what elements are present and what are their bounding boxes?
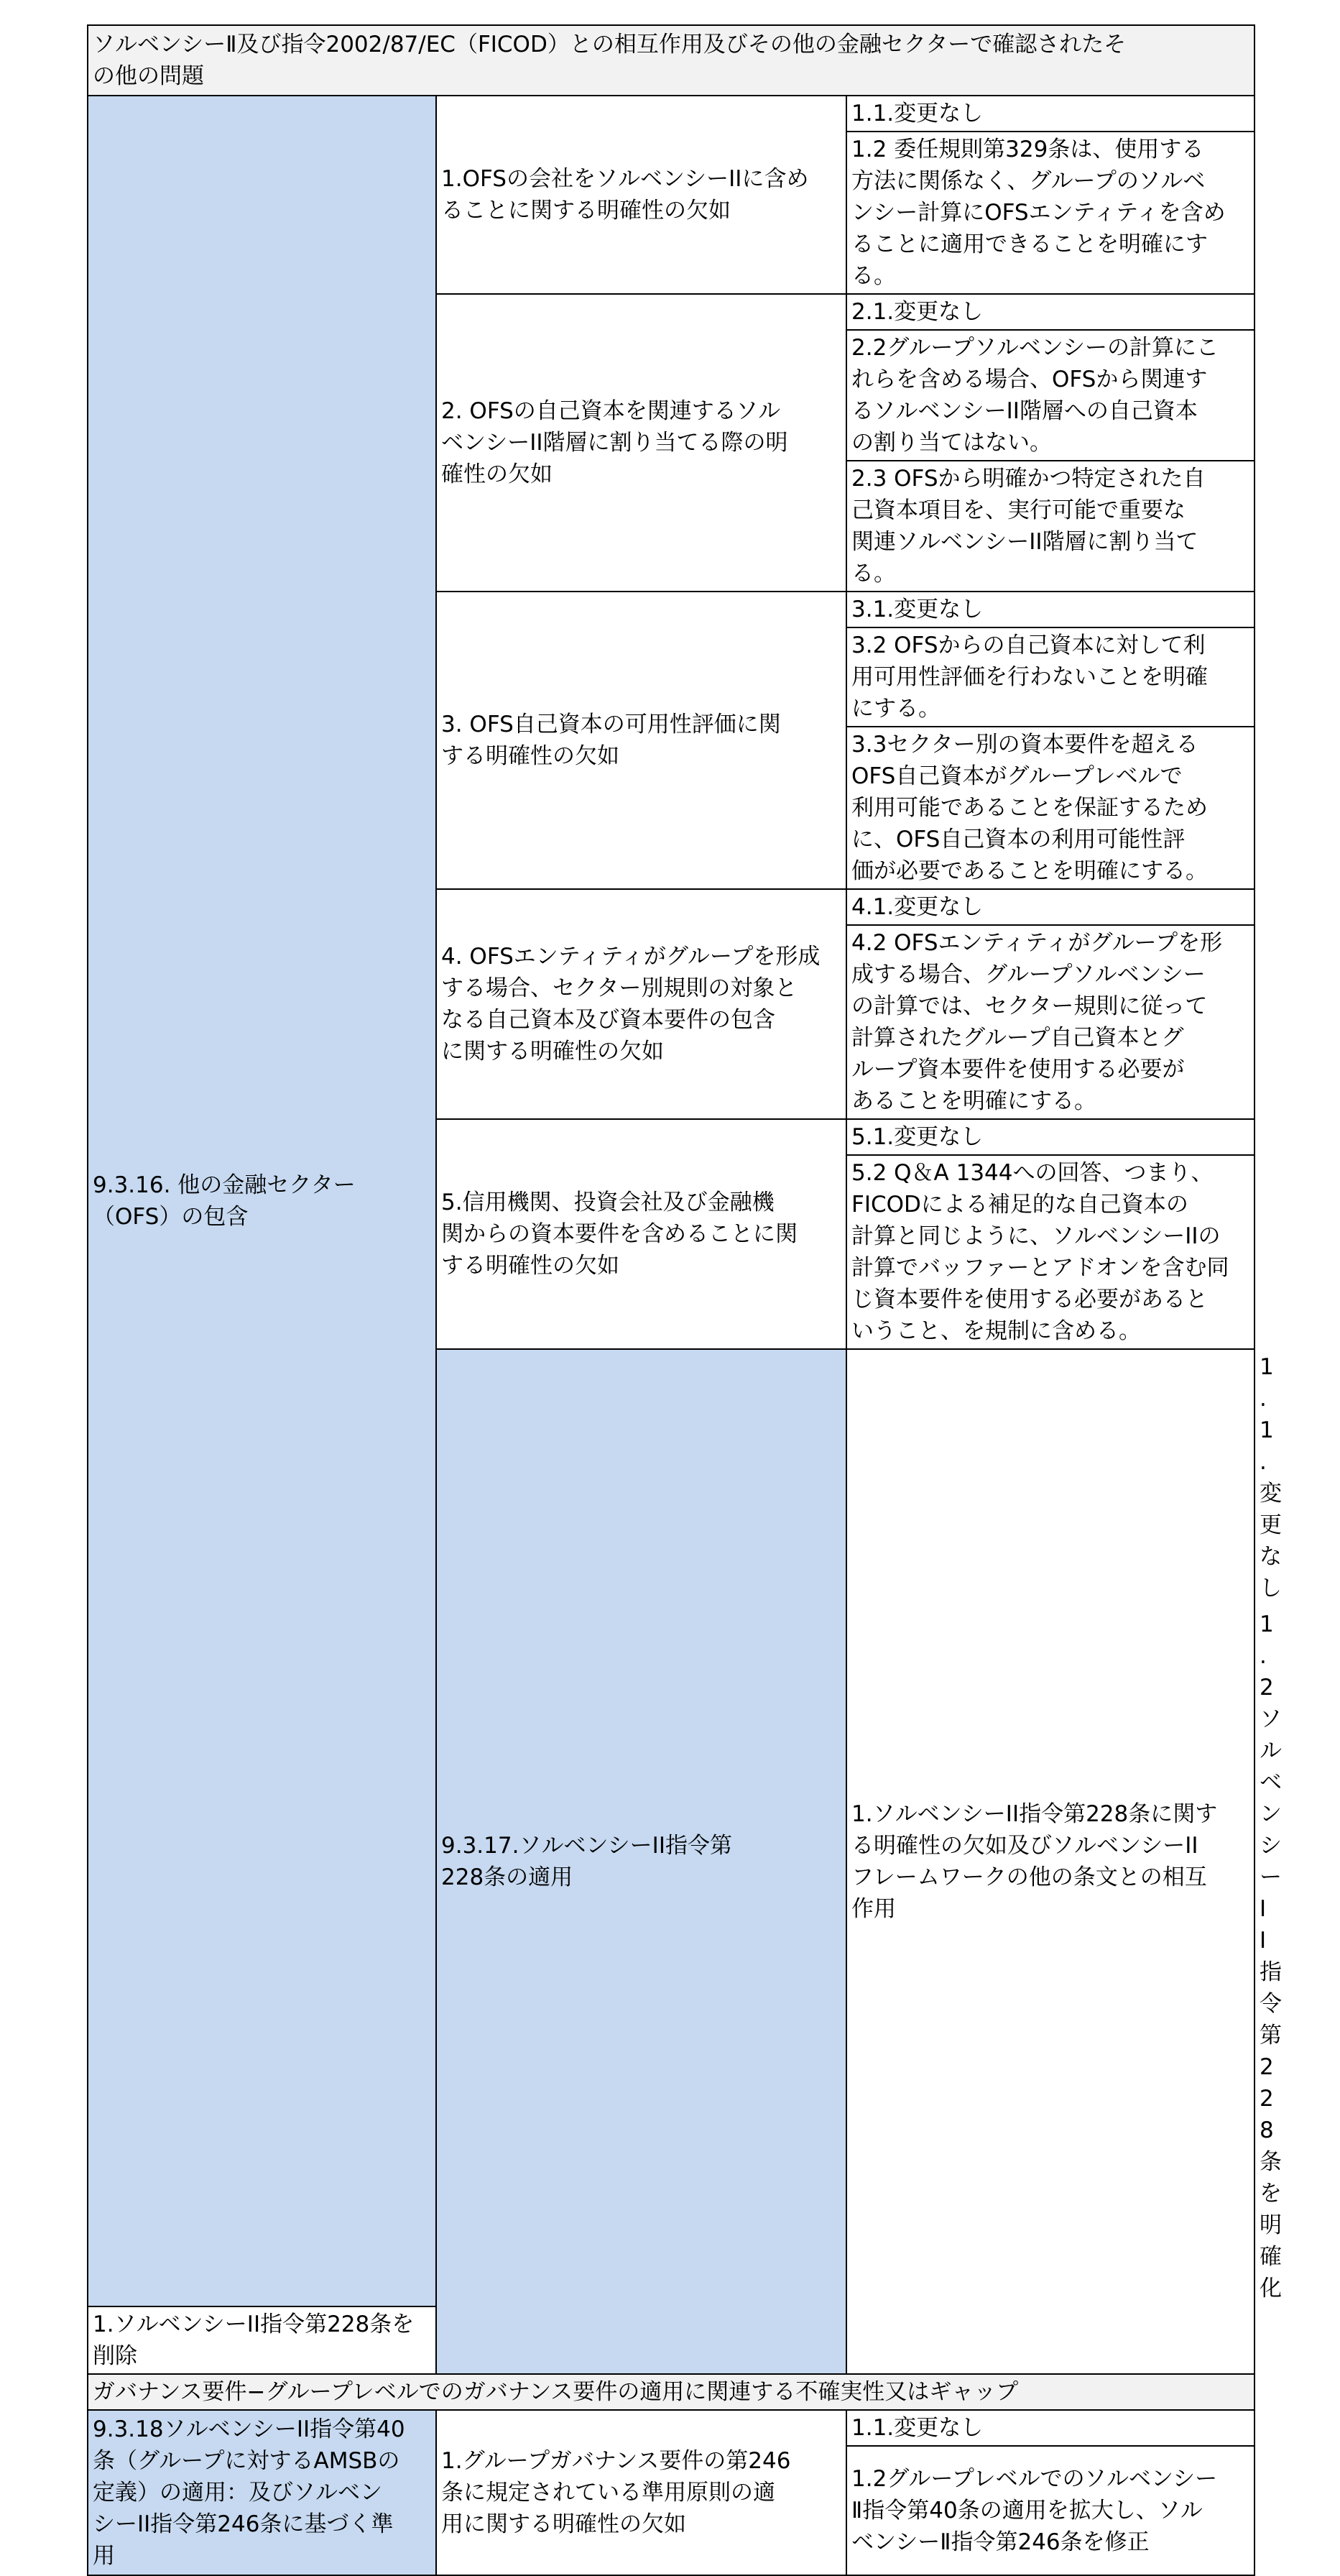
option-cell	[846, 592, 1254, 627]
issue-cell	[436, 889, 846, 1119]
issue-line: 1.OFSの会社をソルベンシーIIに含め	[441, 166, 809, 192]
option-cell	[846, 925, 1254, 1119]
issue-line: ベンシーII階層に割り当てる際の明	[441, 430, 788, 456]
option-line: Ⅱ指令第40条の適用を拡大し、ソル	[851, 2498, 1203, 2524]
category-line: 228条の適用	[441, 1864, 573, 1890]
issue-cell	[846, 1349, 1254, 2374]
option-line: 計算されたグループ自己資本とグ	[851, 1025, 1184, 1051]
option-line: 1.1.変更なし	[851, 101, 984, 126]
category-9-3-16	[88, 96, 436, 2306]
option-line: 1.2 委任規則第329条は、使用する	[851, 137, 1204, 162]
option-line: 3.2 OFSからの自己資本に対して利	[851, 632, 1206, 658]
option-line: いうこと、を規制に含める。	[851, 1318, 1141, 1344]
section-header-line: の他の問題	[93, 63, 204, 89]
option-line: 4.1.変更なし	[851, 894, 984, 920]
option-line: の割り当てはない。	[851, 430, 1052, 456]
category-line: シーII指令第246条に基づく準	[93, 2511, 394, 2537]
option-line: の計算では、セクター規則に従って	[851, 993, 1208, 1019]
option-line: 2.1.変更なし	[851, 299, 984, 325]
issue-line: 2. OFSの自己資本を関連するソル	[441, 398, 781, 424]
option-line: OFS自己資本がグループレベルで	[851, 763, 1183, 789]
issue-line: 用に関する明確性の欠如	[441, 2511, 686, 2537]
issue-cell	[436, 96, 846, 294]
option-line: 価が必要であることを明確にする。	[851, 858, 1208, 884]
issue-line: する明確性の欠如	[441, 1253, 619, 1279]
issue-line: 1.ソルベンシーII指令第228条に関す	[851, 1801, 1218, 1827]
option-line: あることを明確にする。	[851, 1088, 1096, 1114]
category-line: 条（グループに対するAMSBの	[93, 2448, 400, 2474]
category-line: 定義）の適用：及びソルベン	[93, 2480, 382, 2506]
option-line: ループ資本要件を使用する必要が	[851, 1057, 1185, 1082]
category-9-3-17	[436, 1349, 846, 2374]
category-9-3-18	[88, 2410, 436, 2575]
option-line: 1.1.変更なし	[851, 2415, 984, 2441]
option-line: 関連ソルベンシーII階層に割り当て	[851, 529, 1198, 555]
category-line: 用	[93, 2543, 115, 2569]
option-cell	[846, 727, 1254, 889]
option-line: にする。	[851, 696, 941, 722]
issue-line: 条に規定されている準用原則の適	[441, 2480, 775, 2506]
option-line: に、OFS自己資本の利用可能性評	[851, 827, 1186, 852]
option-line: 4.2 OFSエンティティがグループを形	[851, 930, 1223, 956]
option-cell	[846, 2410, 1254, 2446]
option-line: 方法に関係なく、グループのソルベ	[851, 168, 1206, 194]
issue-line: なる自己資本及び資本要件の包含	[441, 1007, 775, 1033]
option-cell	[846, 627, 1254, 727]
category-line: 9.3.18ソルベンシーII指令第40	[93, 2416, 405, 2442]
option-line: ベンシーⅡ指令第246条を修正	[851, 2529, 1150, 2555]
option-line: ることに適用できることを明確にす	[851, 231, 1208, 257]
option-line: ンシー計算にOFSエンティティを含め	[851, 200, 1226, 226]
category-line: 9.3.17.ソルベンシーII指令第	[441, 1833, 732, 1859]
option-line: 1.2グループレベルでのソルベンシー	[851, 2466, 1218, 2492]
option-line: 2.3 OFSから明確かつ特定された自	[851, 466, 1206, 492]
category-line: （OFS）の包含	[93, 1204, 249, 1230]
issue-line: 関からの資本要件を含めることに関	[441, 1221, 798, 1247]
option-line: るソルベンシーII階層への自己資本	[851, 398, 1198, 424]
issue-cell	[436, 2410, 846, 2575]
issue-line: に関する明確性の欠如	[441, 1039, 664, 1064]
issue-line: 4. OFSエンティティがグループを形成	[441, 944, 821, 970]
issue-cell	[436, 1119, 846, 1349]
option-cell	[846, 889, 1254, 925]
option-line: る。	[851, 561, 896, 586]
option-cell	[846, 330, 1254, 461]
option-line: FICODによる補足的な自己資本の	[851, 1192, 1188, 1218]
issue-line: 1.グループガバナンス要件の第246	[441, 2448, 791, 2474]
issue-line: 作用	[851, 1896, 896, 1922]
issue-line: する場合、セクター別規則の対象と	[441, 975, 798, 1001]
option-line: れらを含める場合、OFSから関連す	[851, 367, 1208, 392]
option-line: 計算と同じように、ソルベンシーIIの	[851, 1223, 1221, 1249]
issue-line: 3. OFS自己資本の可用性評価に関	[441, 712, 781, 737]
section-header-line: ガバナンス要件−グループレベルでのガバナンス要件の適用に関連する不確実性又はギャップ	[93, 2379, 1019, 2405]
category-line: 9.3.16. 他の金融セクター	[93, 1172, 356, 1198]
option-line: 3.1.変更なし	[851, 597, 984, 622]
option-line: 計算でバッファーとアドオンを含む同	[851, 1255, 1229, 1281]
option-line: 5.2 Q＆A 1344への回答、つまり、	[851, 1160, 1214, 1186]
issue-cell	[436, 294, 846, 592]
option-cell	[846, 2446, 1254, 2575]
option-cell	[846, 1155, 1254, 1349]
issue-line: ることに関する明確性の欠如	[441, 198, 731, 224]
option-line: 2.2グループソルベンシーの計算にこ	[851, 335, 1219, 361]
issue-line: 5.信用機関、投資会社及び金融機	[441, 1190, 775, 1215]
issue-line: フレームワークの他の条文との相互	[851, 1864, 1207, 1890]
issue-line: 確性の欠如	[441, 461, 553, 487]
option-cell	[846, 294, 1254, 330]
section-header-governance	[88, 2374, 1254, 2410]
option-cell	[846, 1119, 1254, 1155]
option-line: 1.ソルベンシーII指令第228条を削除	[93, 2312, 415, 2369]
option-line: 5.1.変更なし	[851, 1124, 984, 1150]
issue-line: する明確性の欠如	[441, 743, 619, 769]
option-line: じ資本要件を使用する必要があると	[851, 1287, 1208, 1312]
option-cell	[846, 132, 1254, 294]
regulatory-issues-table: ソルベンシーⅡ及び指令2002/87/EC（FICOD）との相互作用及びその他の金融セクターで確認されたそ の他の問題 9.3.16. 他の金融セクター （OFS）の包含 1.OFSの会社をソルベンシーIIに含め ることに関する明確性の欠如 1.1.変更なし 1.2 委任規則第329条は、使用する 方法に関係なく、グループのソルベ ンシー計算にOFSエンティティを含め ることに適用できることを明確にす る。 2. OFSの自己資本を関連するソル ベンシーII階層に割り当てる際の明 確性の欠如 2.1.変更なし 2.2グループソルベンシーの計算にこ れらを含める場合、OFSから関連す るソルベンシーII階層への自己資本 の割り当てはない。 2.3 OFSから明確かつ特定された自 己資本項目を、実行可能で重要な 関連ソルベンシーII階層に割り当て る。 3. OFS自己資本の可用性評価に関 する明確性の欠如 3.1.変更なし 3.2 OFSからの自己資本に対して利 用可用性評価を行わないことを明確 にする。 3.3セクター別の資本要件を超える OFS自己資本がグループレベルで 利用可能であることを保証するため に、OFS自己資本の利用可能性評 価が必要であることを明確にする。 4. OFSエンティティがグループを形成 する場合、セクター別規則の対象と なる自己資本及び資本要件の包含 に関する明確性の欠如 4.1.変更なし 4.2 OFSエンティティがグループを形 成する場合、グループソルベンシー の計算では、セクター規則に従って 計算されたグループ自己資本とグ ループ資本要件を使用する必要が あることを明確にする。 5.信用機関、投資会社及び金融機 関からの資本要件を含めることに関 する明確性の欠如 5.1.変更なし 5.2 Q＆A 1344への回答、つまり、 FICODによる補足的な自己資本の 計算と同じように、ソルベンシーIIの 計算でバッファーとアドオンを含む同 じ資本要件を使用する必要があると いうこと、を規制に含める。 9.3.17.ソルベンシーII指令第 228条の適用 1.ソルベンシーII指令第228条に関す る明確性の欠如及びソルベンシーII フレームワークの他の条文との相互 作用 1.1.変更なし 1.2ソルベンシーII指令第228条を明 確化 1.ソルベンシーII指令第228条を削除 ガバナンス要件−グループレベルでのガバナンス要件の適用に関連する不確実性又はギャップ 9.3.18ソルベンシーII指令第40 条（グループに対するAMSBの 定義）の適用：及びソルベン シーII指令第246条に基づく準 用 1.グループガバナンス要件の第246 条に規定されている準用原則の適 用に関する明確性の欠如 1.1.変更なし 1.2グループレベルでのソルベンシー Ⅱ指令第40条の適用を拡大し、ソル ベンシーⅡ指令第246条を修正	[87, 24, 1255, 2576]
option-line: 成する場合、グループソルベンシー	[851, 962, 1206, 988]
option-cell	[88, 2306, 436, 2374]
section-header-line: ソルベンシーⅡ及び指令2002/87/EC（FICOD）との相互作用及びその他の金融セクターで確認されたそ	[93, 32, 1127, 58]
option-line: 用可用性評価を行わないことを明確	[851, 664, 1208, 690]
option-line: 3.3セクター別の資本要件を超える	[851, 732, 1198, 758]
option-line: 己資本項目を、実行可能で重要な	[851, 497, 1186, 523]
option-cell	[846, 461, 1254, 592]
issue-line: る明確性の欠如及びソルベンシーII	[851, 1833, 1198, 1859]
option-line: る。	[851, 263, 896, 289]
option-line: 利用可能であることを保証するため	[851, 795, 1208, 821]
option-cell	[846, 96, 1254, 132]
section-header-ficod	[88, 25, 1254, 96]
issue-cell	[436, 592, 846, 889]
